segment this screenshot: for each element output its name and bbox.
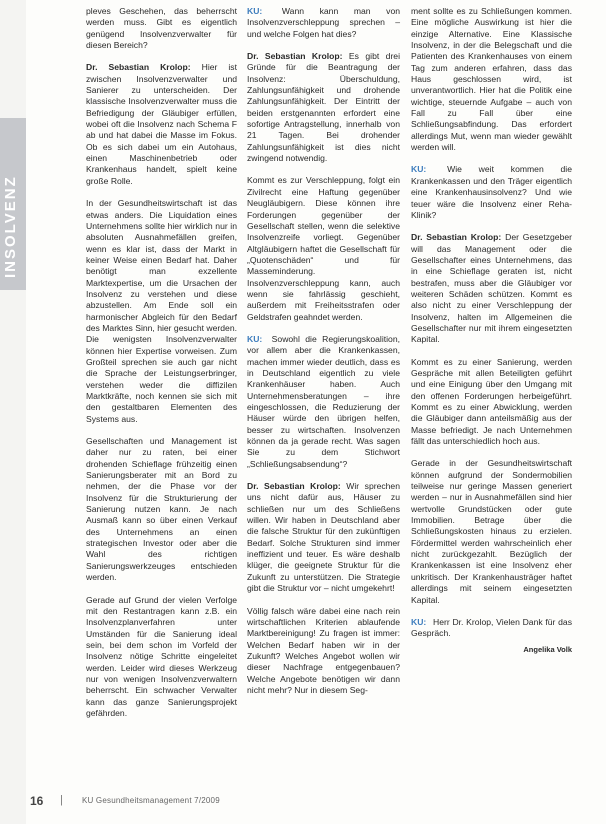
question-paragraph bbox=[411, 617, 572, 640]
article-column-2 bbox=[247, 6, 400, 707]
section-label: INSOLVENZ bbox=[2, 175, 19, 278]
speaker-label: Dr. Sebastian Krolop: bbox=[247, 481, 341, 492]
speaker-label: Dr. Sebastian Krolop: bbox=[411, 232, 502, 243]
speaker-label: Dr. Sebastian Krolop: bbox=[247, 51, 343, 62]
page-number: 16 bbox=[30, 794, 44, 808]
answer-text: Der Gesetzgeber will das Management oder die Gesellschafter eines Unternehmens, das in eine Schieflage geraten ist, nicht bestrafen, muss aber die Gläubiger vor weiteren Schäden schützen. Kommt es also nicht zu einer Verschleppung der Insolvenz, halten im Allgemeinen die Gesellschafter nur mit ihrem eingesetzten Kapital. bbox=[411, 232, 572, 345]
paragraph: Völlig falsch wäre dabei eine nach rein wirtschaftlichen Kriterien ablaufende Marktbereinigung! Zu fragen ist immer: Welchen Bedarf haben wir in der Zukunft? Welches Angebot wollen wir dieser Nachfrage entgegenbauen? Welche Angebote benötigen wir dann nicht mehr? Nur in diesem Seg- bbox=[247, 605, 400, 695]
interviewer-label: KU: bbox=[247, 6, 263, 16]
publication-name: KU Gesundheitsmanagement 7/2009 bbox=[82, 796, 220, 805]
question-paragraph bbox=[247, 6, 400, 40]
question-text: Sowohl die Regierungskoalition, vor allem aber die Krankenkassen, machen immer wieder deutlich, dass es in Deutschland eigentlich zu viele Krankenhäuser haben. Auch Unternehmensberatungen – ihre eingeschlossen, die Reduzierung der Häuser würde den übrigen helfen, besser zu wirtschaften. Insolvenzen können da ja gerade recht. Was sagen Sie zu dem Stichwort „Schließungsabsendung“? bbox=[247, 333, 400, 469]
question-text: Wann kann man von Insolvenzverschleppung sprechen – und welche Folgen hat dies? bbox=[247, 6, 400, 39]
paragraph: Gerade in der Gesundheitswirtschaft können aufgrund der Sondermobilien teilweise nur geringe Massen generiert werden – nur in Ausnahmefällen sind hier wertvolle Grundstücken oder gute Immobilien. Betrage über die Schließungskosten hinaus zu erzielen. Fördermittel werden wahrscheinlich eher nicht zurückgezahlt. Bezüglich der Krankenkassen ist eine Insolvenz eher unkritisch. Der Krankenhausträger haftet allerdings mit seinem eingesetzten Kapital. bbox=[411, 458, 572, 605]
question-text: Herr Dr. Krolop, Vielen Dank für das Gespräch. bbox=[411, 616, 572, 639]
footer-separator: | bbox=[60, 794, 63, 806]
speaker-label: Dr. Sebastian Krolop: bbox=[86, 62, 191, 73]
paragraph: pleves Geschehen, das beherrscht werden muss. Gibt es eigentlich genügend Insolvenzverwalter für diesen Bereich? bbox=[86, 6, 237, 51]
question-paragraph bbox=[411, 164, 572, 221]
author-credit: Angelika Volk bbox=[523, 644, 572, 654]
answer-paragraph bbox=[86, 62, 237, 187]
answer-text: Es gibt drei Gründe für die Beantragung der Insolvenz: Überschuldung, Zahlungsunfähigkeit und drohende Zahlungsunfähigkeit. Der Eintritt der beiden erstgenannten erfordert eine sofortige Antragstellung, innerhalb von 21 Tagen. Bei drohender Zahlungsunfähigkeit ist dies nicht zwingend notwendig. bbox=[247, 51, 400, 164]
paragraph: Kommt es zu einer Sanierung, werden Gespräche mit allen Beteiligten geführt und eine Einigung über den Umgang mit den offenen Forderungen herbeigeführt. Kommt es zu einer Abwicklung, werden die Gläubiger dann anteilsmäßig aus der Masse befriedigt. Je nach Unternehmen fällt das unterschiedlich hoch aus. bbox=[411, 356, 572, 447]
answer-text: Hier ist zwischen Insolvenzverwalter und Sanierer zu unterscheiden. Der klassische Insolvenzverwalter muss die Befriedigung der Gläubiger erfüllen, wobei oft die Insolvenz nach Schema F ab und hat dabei die Masse im Fokus. Ob es sich dabei um ein Autohaus, einen Maschinenbetrieb oder Krankenhaus handelt, spielt keine große Rolle. bbox=[86, 62, 237, 186]
article-column-3 bbox=[411, 6, 572, 655]
interviewer-label: KU: bbox=[247, 333, 263, 344]
section-sidebar bbox=[0, 0, 26, 824]
paragraph: Gerade auf Grund der vielen Verfolge mit den Restantragen kann z.B. ein Insolvenzplanverfahren unter Umständen für die Sanierung ideal sein, bei dem schon im Vorfeld der Insolvenz nötige Schritte eingeleitet werden. Leider wird dieses Werkzeug nur von wenigen Insolvenzverwaltern beherrscht. Ein schwacher Verwalter kann das ganze Sanierungsprojekt gefährden. bbox=[86, 594, 237, 718]
paragraph: Gesellschaften und Management ist daher nur zu raten, bei einer drohenden Schieflage frühzeitig einen Sanierungsberater mit an Bord zu nehmen, der die Phase vor der Insolvenz für die Strukturierung der Sanierung nutzen kann. Je nach Ausmaß kann so über einen Verkauf des Unternehmens an einen strategischen Investor oder aber die Wahl des richtigen Sanierungswerkzeuges entschieden werden. bbox=[86, 436, 237, 583]
answer-paragraph bbox=[247, 481, 400, 594]
paragraph: In der Gesundheitswirtschaft ist das etwas anders. Die Liquidation eines Unternehmens sollte hier wirklich nur in absoluten Ausnahmefällen greifen, wenn es klar ist, dass der Markt in keiner Weise einen Bedarf hat. Daher benötigt man exzellente Marktexpertise, um die Ursachen der Insolvenz zu verstehen und diese abzustellen. Am Ende soll ein harmonischer Abgleich für den Bedarf des Marktes Sinn, hier gesucht werden. Die wenigsten Insolvenzverwalter können hier Expertise vorweisen. Zum Großteil sprechen sie auch gar nicht die Sprache der Leistungserbringer, verstehen weder die diffizilen Marktkräfte, noch kennen sie sich mit den gestaltbaren Elementen des Systems aus. bbox=[86, 198, 237, 424]
answer-text: Wir sprechen uns nicht dafür aus, Häuser zu schließen nur um des Schließens willen. Wir haben in Deutschland aber die falsche Struktur für den zukünftigen Bedarf. Solche Strukturen sind immer ineffizient und teuer. Es wäre deshalb klüger, die geeignete Struktur für die Zukunft zu unterstützen. Die Strategie gibt die Struktur vor – nicht umgekehrt! bbox=[247, 481, 400, 594]
answer-paragraph bbox=[411, 232, 572, 345]
article-column-1 bbox=[86, 6, 237, 730]
page-footer bbox=[30, 794, 570, 810]
interviewer-label: KU: bbox=[411, 616, 427, 627]
paragraph: ment sollte es zu Schließungen kommen. Eine mögliche Auswirkung ist hier die einzige Alternative. Eine Klassische Insolvenz, in der die Belegschaft und die Patienten des Krankenhauses von einem Tag zum anderen erfahren, dass das Haus geschlossen wird, ist unverantwortlich. Hier hat die Politik eine wichtige, steuernde Aufgabe – auch von Fall zu Fall über eine Schließungsabfindung. Das erfordert allerdings Mut, wenn man wieder gewählt werden will. bbox=[411, 6, 572, 153]
answer-paragraph bbox=[247, 51, 400, 164]
paragraph: Kommt es zur Verschleppung, folgt ein Zivilrecht eine Haftung gegenüber Neugläubigern. Diese können ihre Forderungen gegenüber der Gesellschaft stellen, wenn die selektive Insolvenzreife vorliegt. Gegenüber Altgläubigern haftet die Gesellschaft für „Quotenschäden“ und für Masseminderung. Insolvenzverschleppung kann, auch wenn sie fahrlässig geschieht, außerdem mit Freiheitsstrafen oder Geldstrafen geahndet werden. bbox=[247, 175, 400, 322]
question-paragraph bbox=[247, 334, 400, 470]
interviewer-label: KU: bbox=[411, 164, 427, 175]
question-text: Wie weit kommen die Krankenkassen und den Träger eigentlich eine Krankenhausinsolvenz? Und wie teuer wäre die Insolvenz einer Reha-Klinik? bbox=[411, 164, 572, 220]
